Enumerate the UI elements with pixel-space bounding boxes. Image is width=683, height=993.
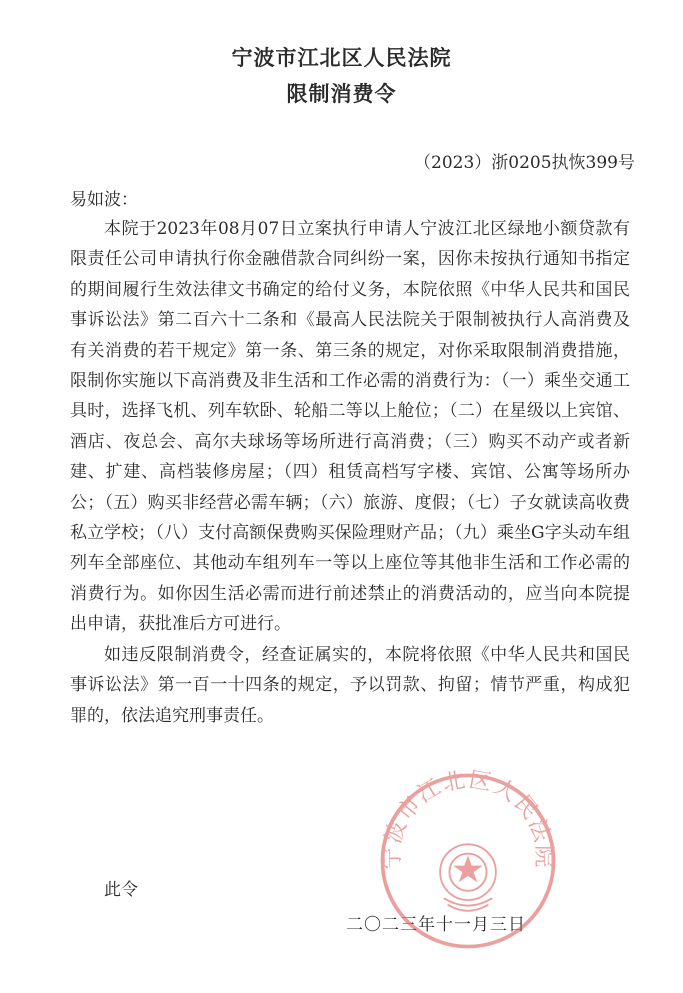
body-paragraph-main: 本院于2023年08月07日立案执行申请人宁波江北区绿地小额贷款有限责任公司申请执行你金融借款合同纠纷一案，因你未按执行通知书指定的期间履行生效法律文书确定的给付义务，本院依照《中华人民共和国民事诉讼法》第二百六十二条和《最高人民法院关于限制被执行人高消费及有关消费的若干规定》第一条、第三条的规定，对你采取限制消费措施，限制你实施以下高消费及非生活和工作必需的消费行为：（一）乘坐交通工具时，选择飞机、列车软卧、轮船二等以上舱位；（二）在星级以上宾馆、酒店、夜总会、高尔夫球场等场所进行高消费；（三）购买不动产或者新建、扩建、高档装修房屋；（四）租赁高档写字楼、宾馆、公寓等场所办公；（五）购买非经营必需车辆；（六）旅游、度假；（七）子女就读高收费私立学校；（八）支付高额保费购买保险理财产品；（九）乘坐G字头动车组列车全部座位、其他动车组列车一等以上座位等其他非生活和工作必需的消费行为。如你因生活必需而进行前述禁止的消费活动的，应当向本院提出申请，获批准后方可进行。 — [70, 219, 630, 635]
court-name: 宁波市江北区人民法院 — [231, 45, 452, 70]
body-paragraph-warning: 如违反限制消费令，经查证属实的，本院将依照《中华人民共和国民事诉讼法》第一百一十四条的规定，予以罚款、拘留；情节严重，构成犯罪的，依法追究刑事责任。 — [70, 644, 630, 726]
case-number: （2023）浙0205执恢399号 — [414, 153, 635, 173]
document-title: 限制消费令 — [286, 81, 397, 106]
issue-date: 二〇二三年十一月三日 — [346, 915, 526, 935]
document-body — [70, 214, 630, 731]
recipient-name: 易如波： — [70, 190, 138, 210]
closing-order: 此令 — [104, 880, 138, 900]
national-emblem-icon — [440, 844, 496, 910]
svg-text:宁波市江北区人民法院: 宁波市江北区人民法院 — [379, 768, 557, 870]
